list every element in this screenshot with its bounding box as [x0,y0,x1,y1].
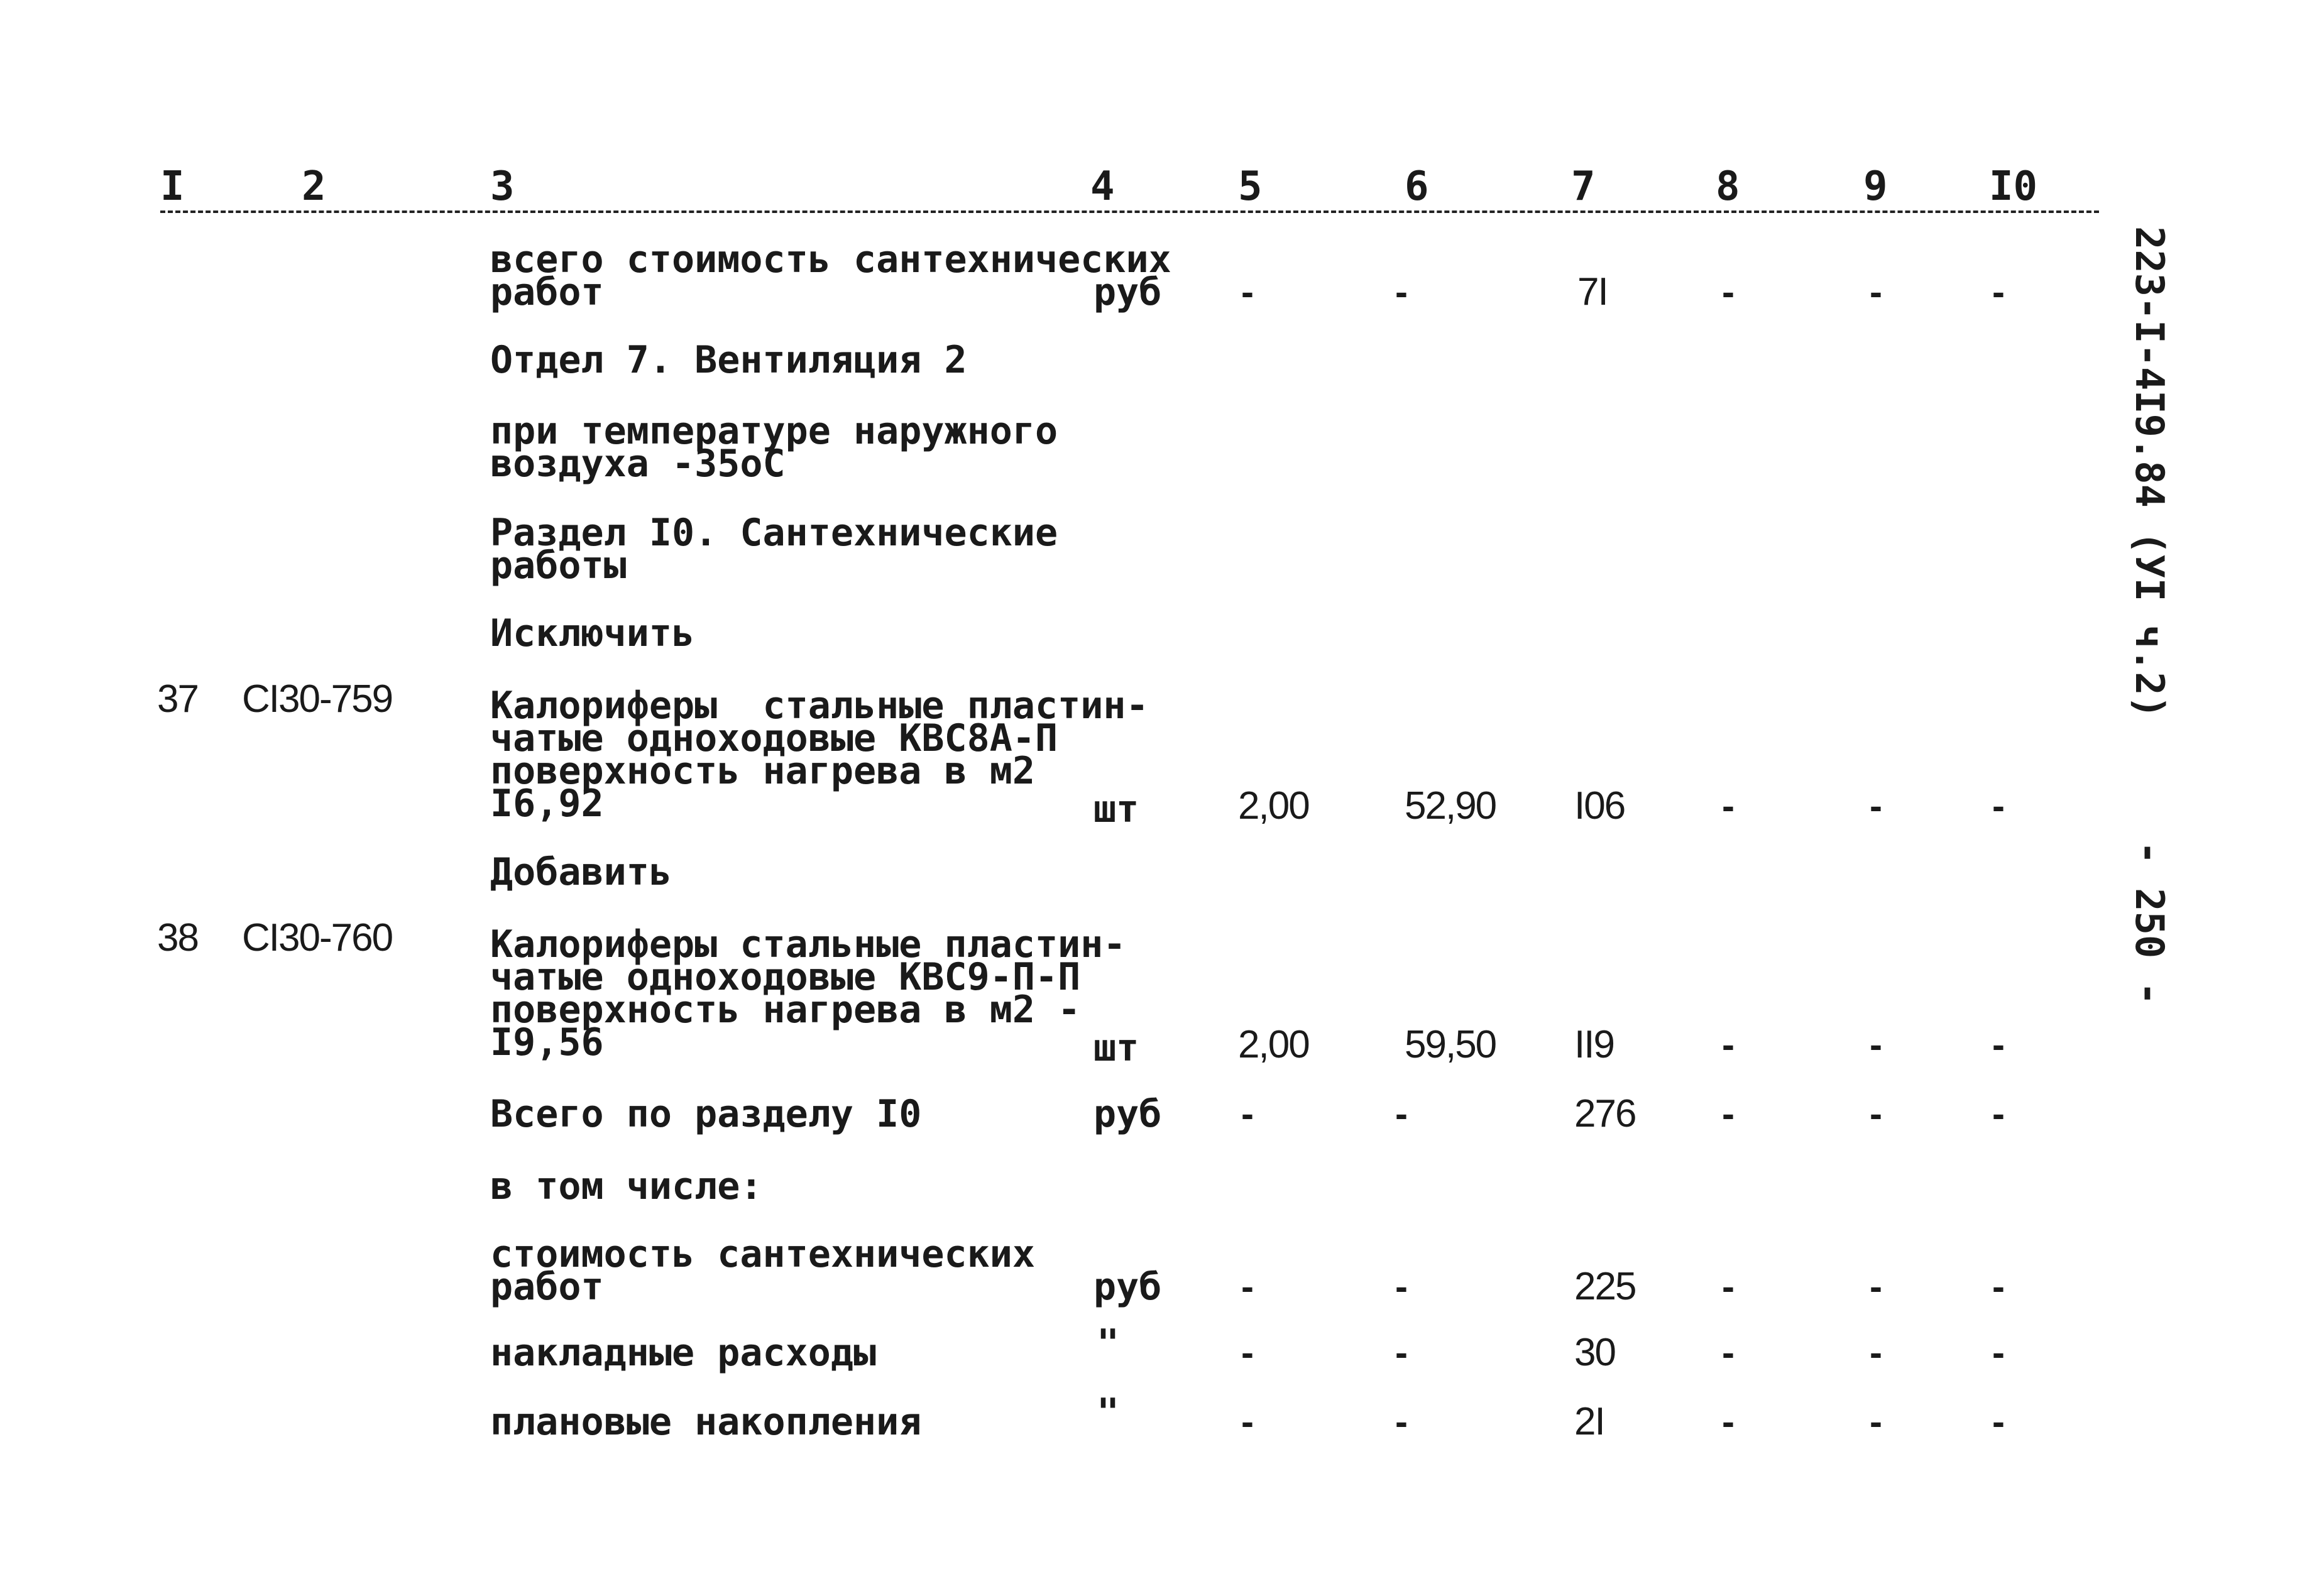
row-unit: шт [1093,1026,1139,1070]
row-text-line: Калориферы стальные пластин- [490,684,1149,728]
row-unit: руб [1093,270,1162,314]
row-text-line: накладные расходы [490,1331,877,1375]
row-text-line: Всего по разделу I0 [490,1092,922,1136]
item-code: CI30-760 [242,916,393,959]
row-text-line: чатые одноходовые КВС9-П-П [490,955,1081,999]
row-col8: - [1722,785,1735,827]
row-col10: - [1992,1401,2005,1443]
col-header-9: 9 [1863,163,1888,210]
item-code: CI30-759 [242,677,393,721]
row-col5: - [1241,271,1254,313]
row-text-line: всего стоимость сантехнических [490,238,1171,281]
row-col9: - [1870,1401,1882,1443]
row-col7: 30 [1574,1331,1615,1374]
row-text-line: I9,56 [490,1020,604,1064]
side-label [2127,226,2171,1005]
item-number: 37 [157,677,198,721]
row-col8: - [1722,1265,1735,1308]
row-col8: - [1722,1024,1735,1066]
document-code: 223-I-4I9.84 (УI ч.2) [2127,226,2173,719]
row-text-line: чатые одноходовые КВС8А-П [490,716,1058,760]
row-text-line: воздуха -35оС [490,442,786,486]
section-heading: Отдел 7. Вентиляция 2 [490,338,967,382]
action-label: Исключить [490,611,695,655]
row-text-line: плановые накопления [490,1400,922,1444]
row-text-line: при температуре наружного [490,409,1058,453]
row-col10: - [1992,1331,2005,1374]
row-col9: - [1870,785,1882,827]
row-col6: - [1395,1093,1408,1135]
item-number: 38 [157,916,198,959]
row-col6: - [1395,1401,1408,1443]
row-text-line: I6,92 [490,782,604,826]
row-col8: - [1722,1331,1735,1374]
row-col10: - [1992,1024,2005,1066]
col-header-7: 7 [1571,163,1596,210]
section-heading: работы [490,544,627,588]
row-col7: II9 [1574,1023,1614,1066]
row-col6: - [1395,1265,1408,1308]
row-col5: 2,00 [1238,1023,1309,1066]
row-col8: - [1722,1093,1735,1135]
row-col10: - [1992,1265,2005,1308]
row-col5: 2,00 [1238,784,1309,828]
row-col6: - [1395,271,1408,313]
row-unit: руб [1093,1092,1162,1136]
row-unit: шт [1093,787,1139,831]
header-rule [160,210,2099,213]
col-header-10: I0 [1989,163,2038,210]
col-header-1: I [160,163,185,210]
row-col6: - [1395,1331,1408,1374]
row-unit: " [1097,1321,1120,1365]
row-col9: - [1870,1265,1882,1308]
row-unit: руб [1093,1265,1162,1309]
page-number: - 250 - [2127,841,2173,1005]
row-col5: - [1241,1331,1254,1374]
row-col9: - [1870,1331,1882,1374]
row-col7: 2I [1574,1400,1604,1443]
row-col9: - [1870,1093,1882,1135]
row-text-line: Калориферы стальные пластин- [490,922,1126,966]
action-label: Добавить [490,850,672,894]
col-header-3: 3 [490,163,515,210]
col-header-5: 5 [1238,163,1263,210]
col-header-4: 4 [1090,163,1115,210]
row-col10: - [1992,1093,2005,1135]
row-col9: - [1870,1024,1882,1066]
row-col5: - [1241,1093,1254,1135]
row-unit: " [1097,1391,1120,1435]
row-col9: - [1870,271,1882,313]
row-col10: - [1992,271,2005,313]
row-text-line: поверхность нагрева в м2 [490,749,1035,793]
row-text-line: работ [490,1265,604,1309]
row-col10: - [1992,785,2005,827]
row-col7: 7I [1577,270,1608,314]
row-text-line: поверхность нагрева в м2 - [490,988,1081,1032]
row-col8: - [1722,1401,1735,1443]
col-header-8: 8 [1716,163,1740,210]
row-col7: 276 [1574,1092,1636,1135]
col-header-2: 2 [302,163,326,210]
row-text-line: стоимость сантехнических [490,1232,1035,1276]
col-header-6: 6 [1405,163,1429,210]
row-text-line: в том числе: [490,1164,763,1208]
row-col7: 225 [1574,1265,1636,1308]
row-col7: I06 [1574,784,1625,828]
row-col6: 52,90 [1405,784,1496,828]
row-col8: - [1722,271,1735,313]
row-col5: - [1241,1401,1254,1443]
row-col5: - [1241,1265,1254,1308]
section-heading: Раздел I0. Сантехнические [490,511,1058,555]
row-col6: 59,50 [1405,1023,1496,1066]
row-text-line: работ [490,270,604,314]
